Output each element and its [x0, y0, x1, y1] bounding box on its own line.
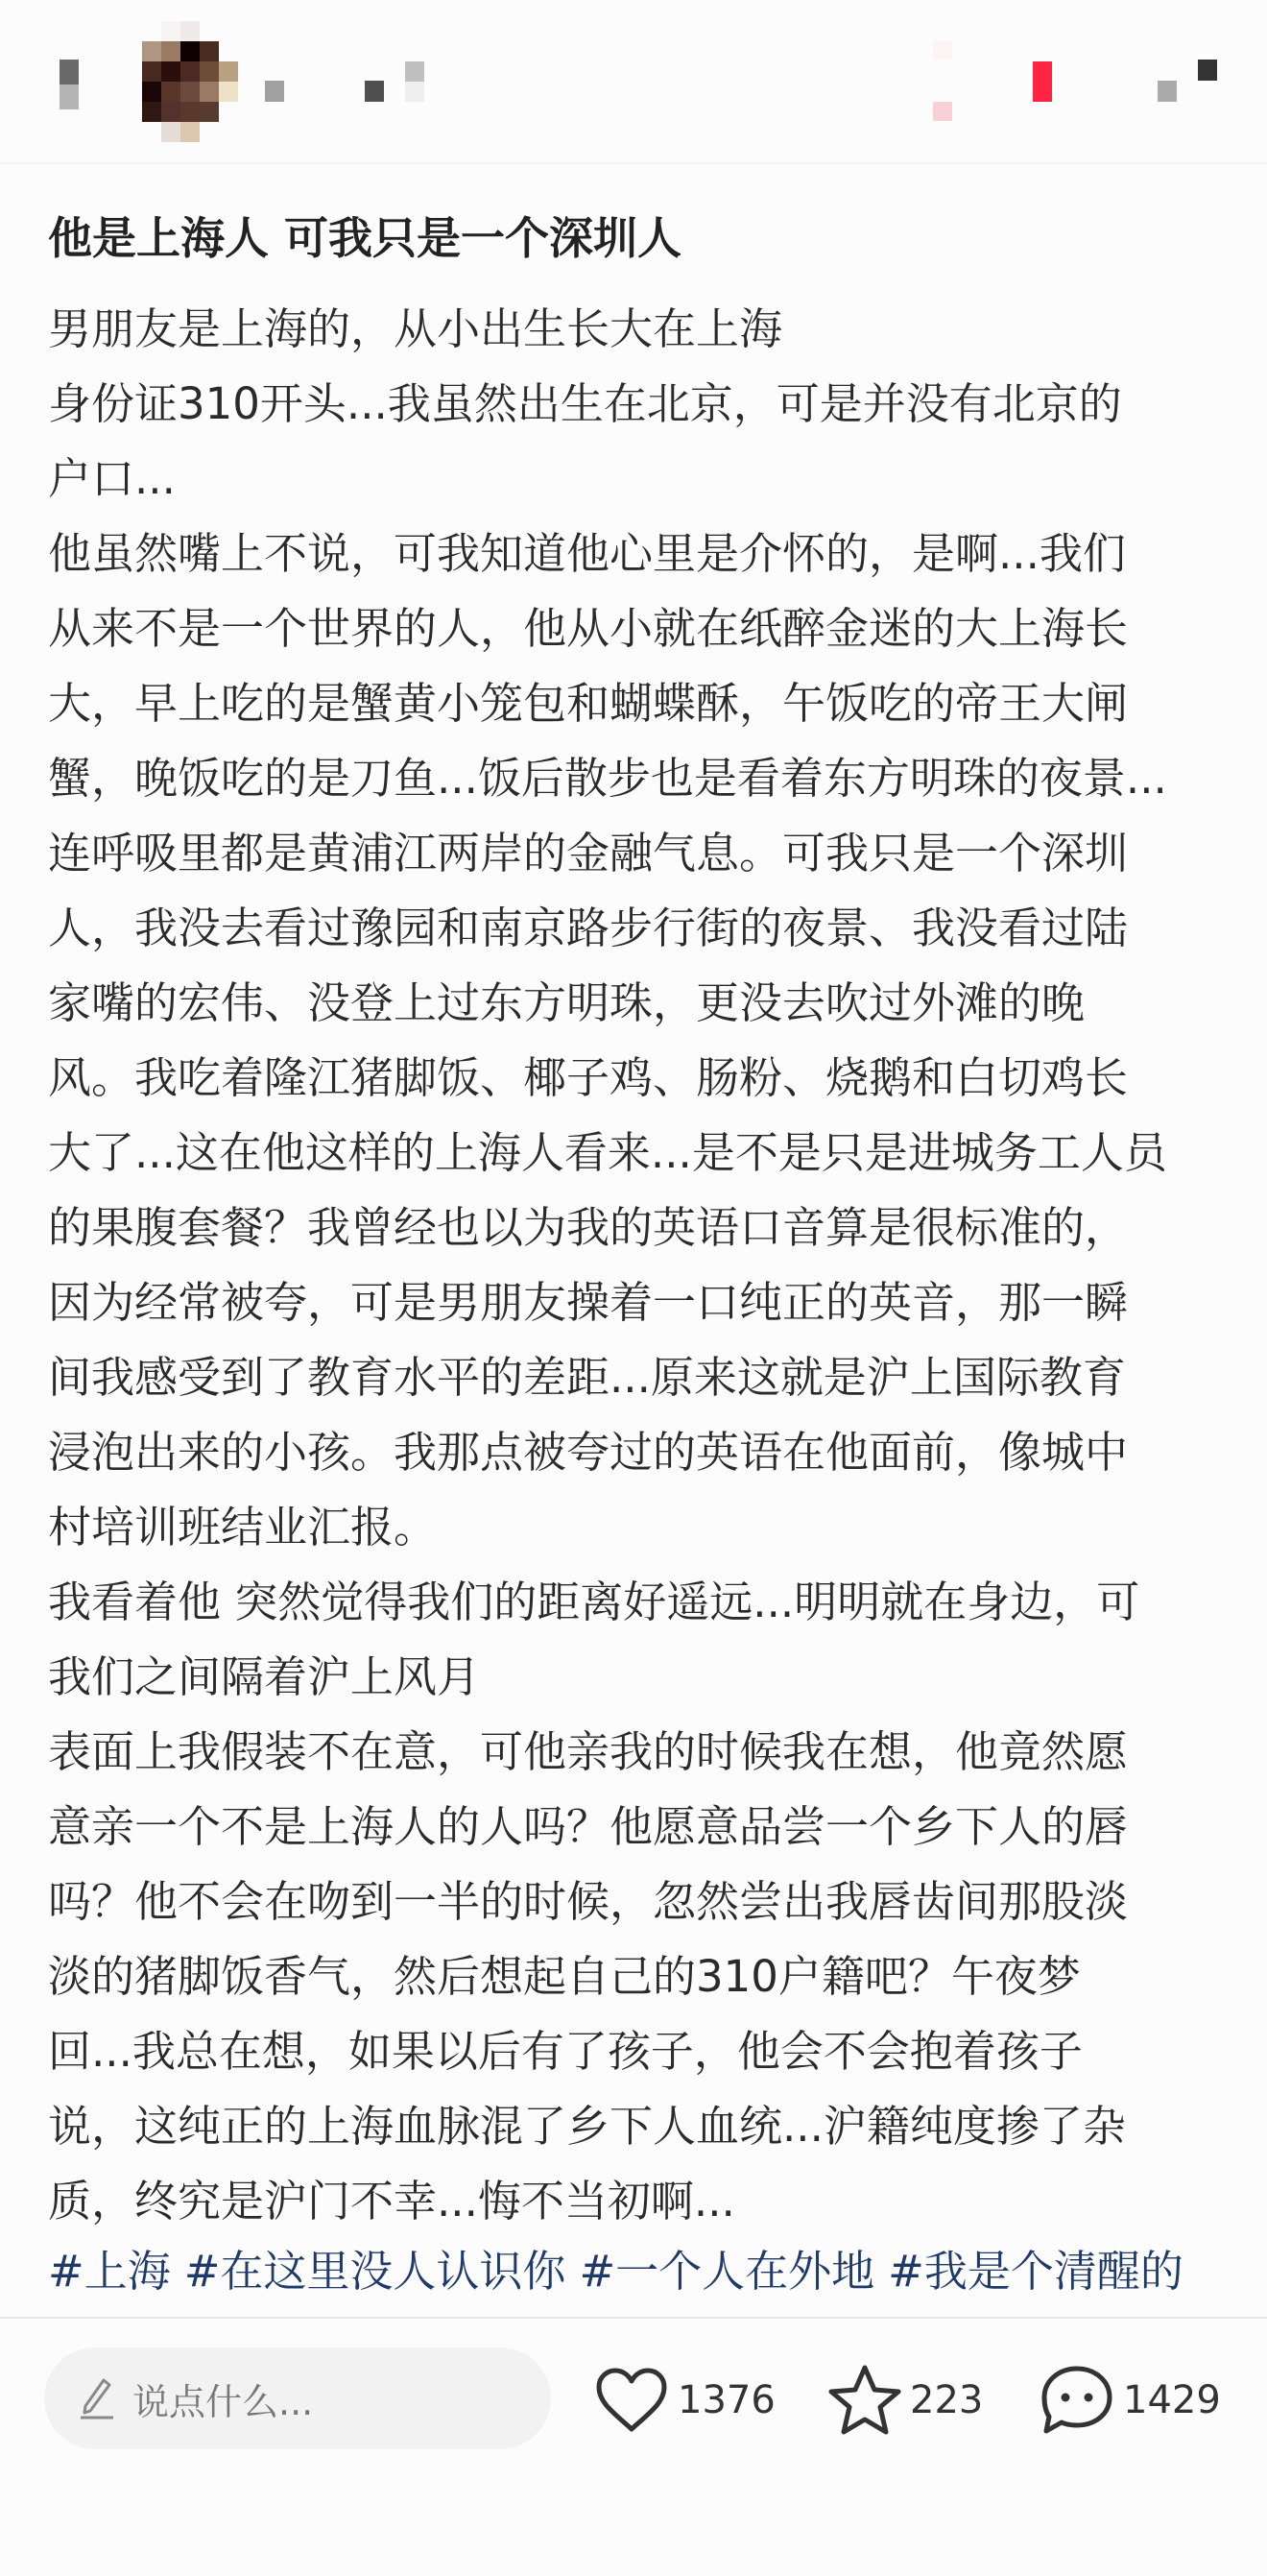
comment-input[interactable]: [44, 2347, 551, 2449]
post-text-line: 户口...: [48, 453, 176, 504]
comment-button[interactable]: [1039, 2367, 1221, 2434]
comment-count: 1429: [1123, 2378, 1221, 2422]
post-text-line: 村培训班结业汇报。: [48, 1502, 438, 1553]
star-icon: [827, 2364, 902, 2437]
favorite-count: 223: [910, 2378, 984, 2422]
post-body: [48, 292, 1238, 2239]
post-text-line: 连呼吸里都是黄浦江两岸的金融气息。可我只是一个深圳: [48, 828, 1129, 879]
tag-link[interactable]: #我是个清醒的: [888, 2246, 1183, 2297]
post-text-line: 大了...这在他这样的上海人看来...是不是只是进城务工人员: [48, 1127, 1167, 1178]
post-text-line: 我看着他 突然觉得我们的距离好遥远...明明就在身边，可: [48, 1577, 1140, 1627]
like-count: 1376: [678, 2378, 776, 2422]
post-text-line: 浸泡出来的小孩。我那点被夸过的英语在他面前，像城中: [48, 1427, 1129, 1478]
post-text-line: 回...我总在想，如果以后有了孩子，他会不会抱着孩子: [48, 2026, 1083, 2077]
divider: [0, 2317, 1267, 2319]
favorite-button[interactable]: [827, 2367, 983, 2434]
post-text-line: 间我感受到了教育水平的差距...原来这就是沪上国际教育: [48, 1352, 1126, 1403]
comment-placeholder: 说点什么...: [132, 2380, 314, 2423]
like-button[interactable]: [593, 2367, 776, 2434]
follow-button[interactable]: [933, 40, 1048, 121]
post-text-line: 从来不是一个世界的人，他从小就在纸醉金迷的大上海长: [48, 603, 1129, 654]
post-text-line: 身份证310开头...我虽然出生在北京，可是并没有北京的: [48, 378, 1122, 429]
post-text-line: 淡的猪脚饭香气，然后想起自己的310户籍吧？午夜梦: [48, 1951, 1081, 2002]
post-title: 他是上海人 可我只是一个深圳人: [48, 212, 682, 264]
tag-link[interactable]: #一个人在外地: [579, 2246, 875, 2297]
post-text-line: 说，这纯正的上海血脉混了乡下人血统...沪籍纯度掺了杂: [48, 2101, 1126, 2152]
post-text-line: 人，我没去看过豫园和南京路步行街的夜景、我没看过陆: [48, 903, 1129, 953]
post-text-line: 他虽然嘴上不说，可我知道他心里是介怀的，是啊...我们: [48, 528, 1126, 579]
heart-icon: [593, 2366, 670, 2435]
post-text-line: 表面上我假装不在意，可他亲我的时候我在想，他竟然愿: [48, 1726, 1129, 1777]
pencil-icon: [77, 2376, 115, 2420]
comment-icon: [1039, 2364, 1115, 2437]
post-text-line: 意亲一个不是上海人的人吗？他愿意品尝一个乡下人的唇: [48, 1801, 1129, 1852]
post-text-line: 大，早上吃的是蟹黄小笼包和蝴蝶酥，午饭吃的帝王大闸: [48, 678, 1129, 729]
tag-link[interactable]: #在这里没人认识你: [183, 2246, 566, 2297]
tag-list: [48, 2240, 1197, 2303]
post-text-line: 因为经常被夸，可是男朋友操着一口纯正的英音，那一瞬: [48, 1277, 1129, 1328]
tag-link[interactable]: #上海: [48, 2246, 171, 2297]
post-text-line: 男朋友是上海的，从小出生长大在上海: [48, 303, 783, 354]
post-text-line: 的果腹套餐？我曾经也以为我的英语口音算是很标准的，: [48, 1202, 1129, 1253]
post-text-line: 质，终究是沪门不幸...悔不当初啊...: [48, 2176, 735, 2227]
top-bar: [0, 0, 1267, 164]
post-text-line: 家嘴的宏伟、没登上过东方明珠，更没去吹过外滩的晚: [48, 977, 1086, 1028]
back-icon[interactable]: [60, 60, 81, 127]
author-name[interactable]: [265, 81, 428, 104]
post-text-line: 吗？他不会在吻到一半的时候，忽然尝出我唇齿间那股淡: [48, 1876, 1129, 1927]
post-text-line: 风。我吃着隆江猪脚饭、椰子鸡、肠粉、烧鹅和白切鸡长: [48, 1052, 1129, 1103]
post-text-line: 我们之间隔着沪上风月: [48, 1651, 481, 1702]
avatar[interactable]: [142, 21, 242, 144]
share-icon[interactable]: [1158, 60, 1219, 102]
post-text-line: 蟹，晚饭吃的是刀鱼...饭后散步也是看着东方明珠的夜景...: [48, 753, 1167, 804]
